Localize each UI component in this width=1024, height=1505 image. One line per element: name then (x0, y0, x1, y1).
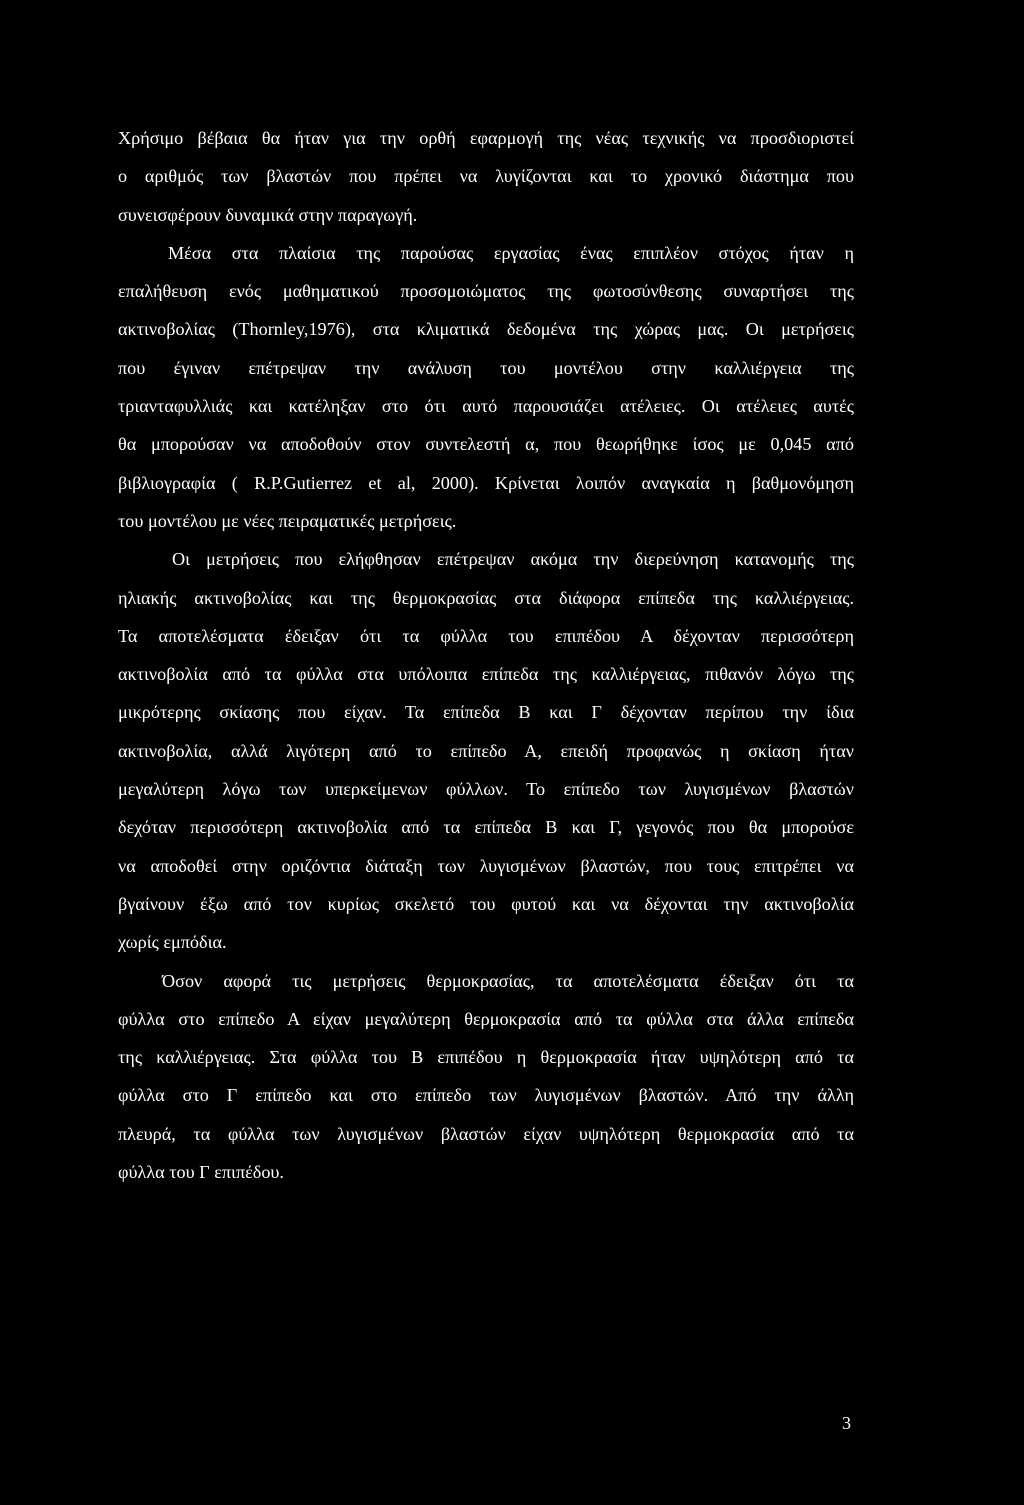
paragraph-4 (118, 962, 854, 1192)
paragraph-line: πλευρά, τα φύλλα των λυγισμένων βλαστών είχαν υψηλότερη θερμοκρασία από τα (118, 1123, 854, 1144)
paragraph-line: να αποδοθεί στην οριζόντια διάταξη των λυγισμένων βλαστών, που τους επιτρέπει να (118, 855, 854, 876)
paragraph-line: χωρίς εμπόδια. (118, 932, 227, 953)
paragraph-line: μεγαλύτερη λόγω των υπερκείμενων φύλλων. Το επίπεδο των λυγισμένων βλαστών (118, 779, 854, 800)
paragraph-line: βγαίνουν έξω από τον κυρίως σκελετό του φυτού και να δέχονται την ακτινοβολία (118, 893, 854, 914)
paragraph-line: φύλλα στο επίπεδο Α είχαν μεγαλύτερη θερμοκρασία από τα φύλλα στα άλλα επίπεδα (118, 1008, 854, 1029)
paragraph-line: ο αριθμός των βλαστών που πρέπει να λυγίζονται και το χρονικό διάστημα που (118, 166, 854, 187)
paragraph-line: δεχόταν περισσότερη ακτινοβολία από τα επίπεδα Β και Γ, γεγονός που θα μπορούσε (118, 817, 854, 838)
paragraph-line: μικρότερης σκίασης που είχαν. Τα επίπεδα Β και Γ δέχονταν περίπου την ίδια (118, 702, 854, 723)
paragraph-line: Μέσα στα πλαίσια της παρούσας εργασίας ένας επιπλέον στόχος ήταν η (168, 242, 854, 263)
paragraph-line: του μοντέλου με νέες πειραματικές μετρήσεις. (118, 510, 457, 531)
paragraph-line: της καλλιέργειας. Στα φύλλα του Β επιπέδου η θερμοκρασία ήταν υψηλότερη από τα (118, 1047, 854, 1068)
body-text (118, 119, 854, 1191)
paragraph-3 (118, 540, 854, 961)
paragraph-line: βιβλιογραφία ( R.P.Gutierrez et al, 2000). Κρίνεται λοιπόν αναγκαία η βαθμονόμηση (118, 472, 854, 493)
paragraph-line: Τα αποτελέσματα έδειξαν ότι τα φύλλα του επιπέδου Α δέχονταν περισσότερη (118, 625, 854, 646)
paragraph-line: θα μπορούσαν να αποδοθούν στον συντελεστή α, που θεωρήθηκε ίσος με 0,045 από (118, 434, 854, 455)
paragraph-line: τριανταφυλλιάς και κατέληξαν στο ότι αυτό παρουσιάζει ατέλειες. Οι ατέλειες αυτές (118, 396, 854, 417)
paragraph-line: φύλλα στο Γ επίπεδο και στο επίπεδο των λυγισμένων βλαστών. Από την άλλη (118, 1085, 854, 1106)
paragraph-line: ακτινοβολία από τα φύλλα στα υπόλοιπα επίπεδα της καλλιέργειας, πιθανόν λόγω της (118, 664, 854, 685)
paragraph-line: που έγιναν επέτρεψαν την ανάλυση του μοντέλου στην καλλιέργεια της (118, 357, 854, 378)
page-number: 3 (842, 1413, 851, 1433)
paragraph-line: φύλλα του Γ επιπέδου. (118, 1162, 284, 1183)
paragraph-line: ακτινοβολία, αλλά λιγότερη από το επίπεδο Α, επειδή προφανώς η σκίαση ήταν (118, 740, 854, 761)
paragraph-line: επαλήθευση ενός μαθηματικού προσομοιώματος της φωτοσύνθεσης συναρτήσει της (118, 281, 854, 302)
paragraph-2 (118, 234, 854, 540)
paragraph-line: Χρήσιμο βέβαια θα ήταν για την ορθή εφαρμογή της νέας τεχνικής να προσδιοριστεί (118, 128, 854, 148)
paragraph-line: Οι μετρήσεις που ελήφθησαν επέτρεψαν ακόμα την διερεύνηση κατανομής της (172, 549, 854, 570)
paragraph-line: ηλιακής ακτινοβολίας και της θερμοκρασίας στα διάφορα επίπεδα της καλλιέργειας. (118, 587, 854, 608)
paragraph-line: Όσον αφορά τις μετρήσεις θερμοκρασίας, τα αποτελέσματα έδειξαν ότι τα (162, 970, 854, 991)
paragraph-1 (118, 119, 854, 234)
paragraph-line: ακτινοβολίας (Thornley,1976), στα κλιματικά δεδομένα της χώρας μας. Οι μετρήσεις (118, 319, 854, 340)
paragraph-line: συνεισφέρουν δυναμικά στην παραγωγή. (118, 204, 418, 225)
